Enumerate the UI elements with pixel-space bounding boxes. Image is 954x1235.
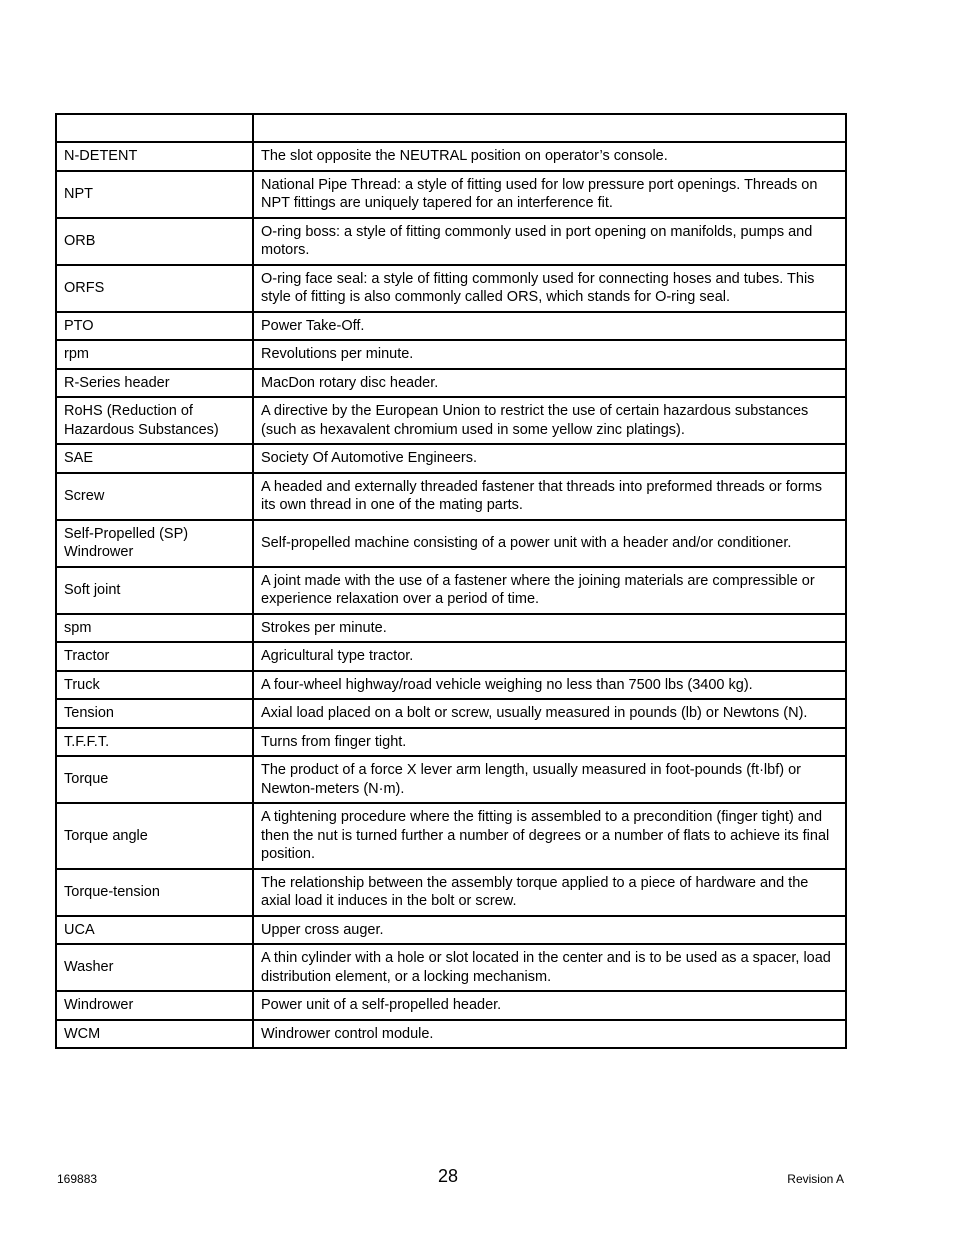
glossary-term: Soft joint: [56, 567, 253, 614]
glossary-definition: Self-propelled machine consisting of a power unit with a header and/or conditioner.: [253, 520, 846, 567]
table-row: [56, 369, 846, 398]
table-row: [56, 642, 846, 671]
glossary-term: Tractor: [56, 642, 253, 671]
table-row: [56, 991, 846, 1020]
glossary-term: Torque angle: [56, 803, 253, 869]
glossary-term: ORFS: [56, 265, 253, 312]
glossary-term: Tension: [56, 699, 253, 728]
table-row: [56, 444, 846, 473]
table-row: [56, 944, 846, 991]
table-row: [56, 142, 846, 171]
glossary-term: SAE: [56, 444, 253, 473]
table-row: [56, 520, 846, 567]
table-header: [56, 114, 846, 142]
glossary-definition: O-ring boss: a style of fitting commonly used in port opening on manifolds, pumps and motors.: [253, 218, 846, 265]
glossary-term: NPT: [56, 171, 253, 218]
table-row: [56, 756, 846, 803]
table-row: [56, 699, 846, 728]
glossary-definition: O-ring face seal: a style of fitting commonly used for connecting hoses and tubes. This style of fitting is also commonly called ORS, which stands for O-ring seal.: [253, 265, 846, 312]
glossary-term: T.F.F.T.: [56, 728, 253, 757]
glossary-term: R-Series header: [56, 369, 253, 398]
glossary-definition: Axial load placed on a bolt or screw, usually measured in pounds (lb) or Newtons (N).: [253, 699, 846, 728]
glossary-definition: A four-wheel highway/road vehicle weighing no less than 7500 lbs (3400 kg).: [253, 671, 846, 700]
glossary-definition: Power unit of a self-propelled header.: [253, 991, 846, 1020]
glossary-term: Self-Propelled (SP) Windrower: [56, 520, 253, 567]
table-row: [56, 340, 846, 369]
glossary-definition: Society Of Automotive Engineers.: [253, 444, 846, 473]
table-row: [56, 803, 846, 869]
glossary-definition: A joint made with the use of a fastener where the joining materials are compressible or experience relaxation over a period of time.: [253, 567, 846, 614]
table-body: [56, 142, 846, 1048]
header-row: [56, 114, 846, 142]
table-row: [56, 1020, 846, 1049]
table-row: [56, 265, 846, 312]
glossary-definition: Agricultural type tractor.: [253, 642, 846, 671]
glossary-definition: A headed and externally threaded fastener that threads into preformed threads or forms its own thread in one of the mating parts.: [253, 473, 846, 520]
glossary-definition: The slot opposite the NEUTRAL position on operator’s console.: [253, 142, 846, 171]
table-row: [56, 614, 846, 643]
glossary-definition: Power Take-Off.: [253, 312, 846, 341]
glossary-definition: Strokes per minute.: [253, 614, 846, 643]
glossary-definition: Windrower control module.: [253, 1020, 846, 1049]
glossary-term: Torque: [56, 756, 253, 803]
glossary-term: Truck: [56, 671, 253, 700]
glossary-definition: The relationship between the assembly torque applied to a piece of hardware and the axial load it induces in the bolt or screw.: [253, 869, 846, 916]
glossary-definition: Turns from finger tight.: [253, 728, 846, 757]
revision-label: Revision A: [787, 1172, 844, 1186]
document-number: 169883: [57, 1172, 98, 1186]
glossary-term: spm: [56, 614, 253, 643]
glossary-definition: A directive by the European Union to restrict the use of certain hazardous substances (such as hexavalent chromium used in some yellow zinc platings).: [253, 397, 846, 444]
table-row: [56, 728, 846, 757]
glossary-definition: Upper cross auger.: [253, 916, 846, 945]
table-row: [56, 397, 846, 444]
glossary-definition: A thin cylinder with a hole or slot located in the center and is to be used as a spacer, load distribution element, or a locking mechanism.: [253, 944, 846, 991]
glossary-term: ORB: [56, 218, 253, 265]
glossary-definition: MacDon rotary disc header.: [253, 369, 846, 398]
glossary-definition: Revolutions per minute.: [253, 340, 846, 369]
table-row: [56, 869, 846, 916]
header-term: [56, 114, 253, 142]
glossary-definition: A tightening procedure where the fitting is assembled to a precondition (finger tight) and then the nut is turned further a number of degrees or a number of flats to achieve its final position.: [253, 803, 846, 869]
table-row: [56, 671, 846, 700]
table-row: [56, 312, 846, 341]
glossary-term: rpm: [56, 340, 253, 369]
page-number: 28: [438, 1166, 459, 1186]
glossary-definition: National Pipe Thread: a style of fitting used for low pressure port openings. Threads on NPT fittings are uniquely tapered for an interference fit.: [253, 171, 846, 218]
glossary-table: [55, 113, 847, 1049]
table-row: [56, 473, 846, 520]
table-row: [56, 218, 846, 265]
glossary-term: N-DETENT: [56, 142, 253, 171]
glossary-term: Washer: [56, 944, 253, 991]
glossary-term: WCM: [56, 1020, 253, 1049]
table-row: [56, 916, 846, 945]
glossary-definition: The product of a force X lever arm length, usually measured in foot-pounds (ft·lbf) or Newton-meters (N·m).: [253, 756, 846, 803]
glossary-term: Windrower: [56, 991, 253, 1020]
table-row: [56, 567, 846, 614]
header-definition: [253, 114, 846, 142]
glossary-term: Torque-tension: [56, 869, 253, 916]
glossary-term: Screw: [56, 473, 253, 520]
glossary-term: UCA: [56, 916, 253, 945]
table-row: [56, 171, 846, 218]
glossary-term: RoHS (Reduction of Hazardous Substances): [56, 397, 253, 444]
glossary-term: PTO: [56, 312, 253, 341]
